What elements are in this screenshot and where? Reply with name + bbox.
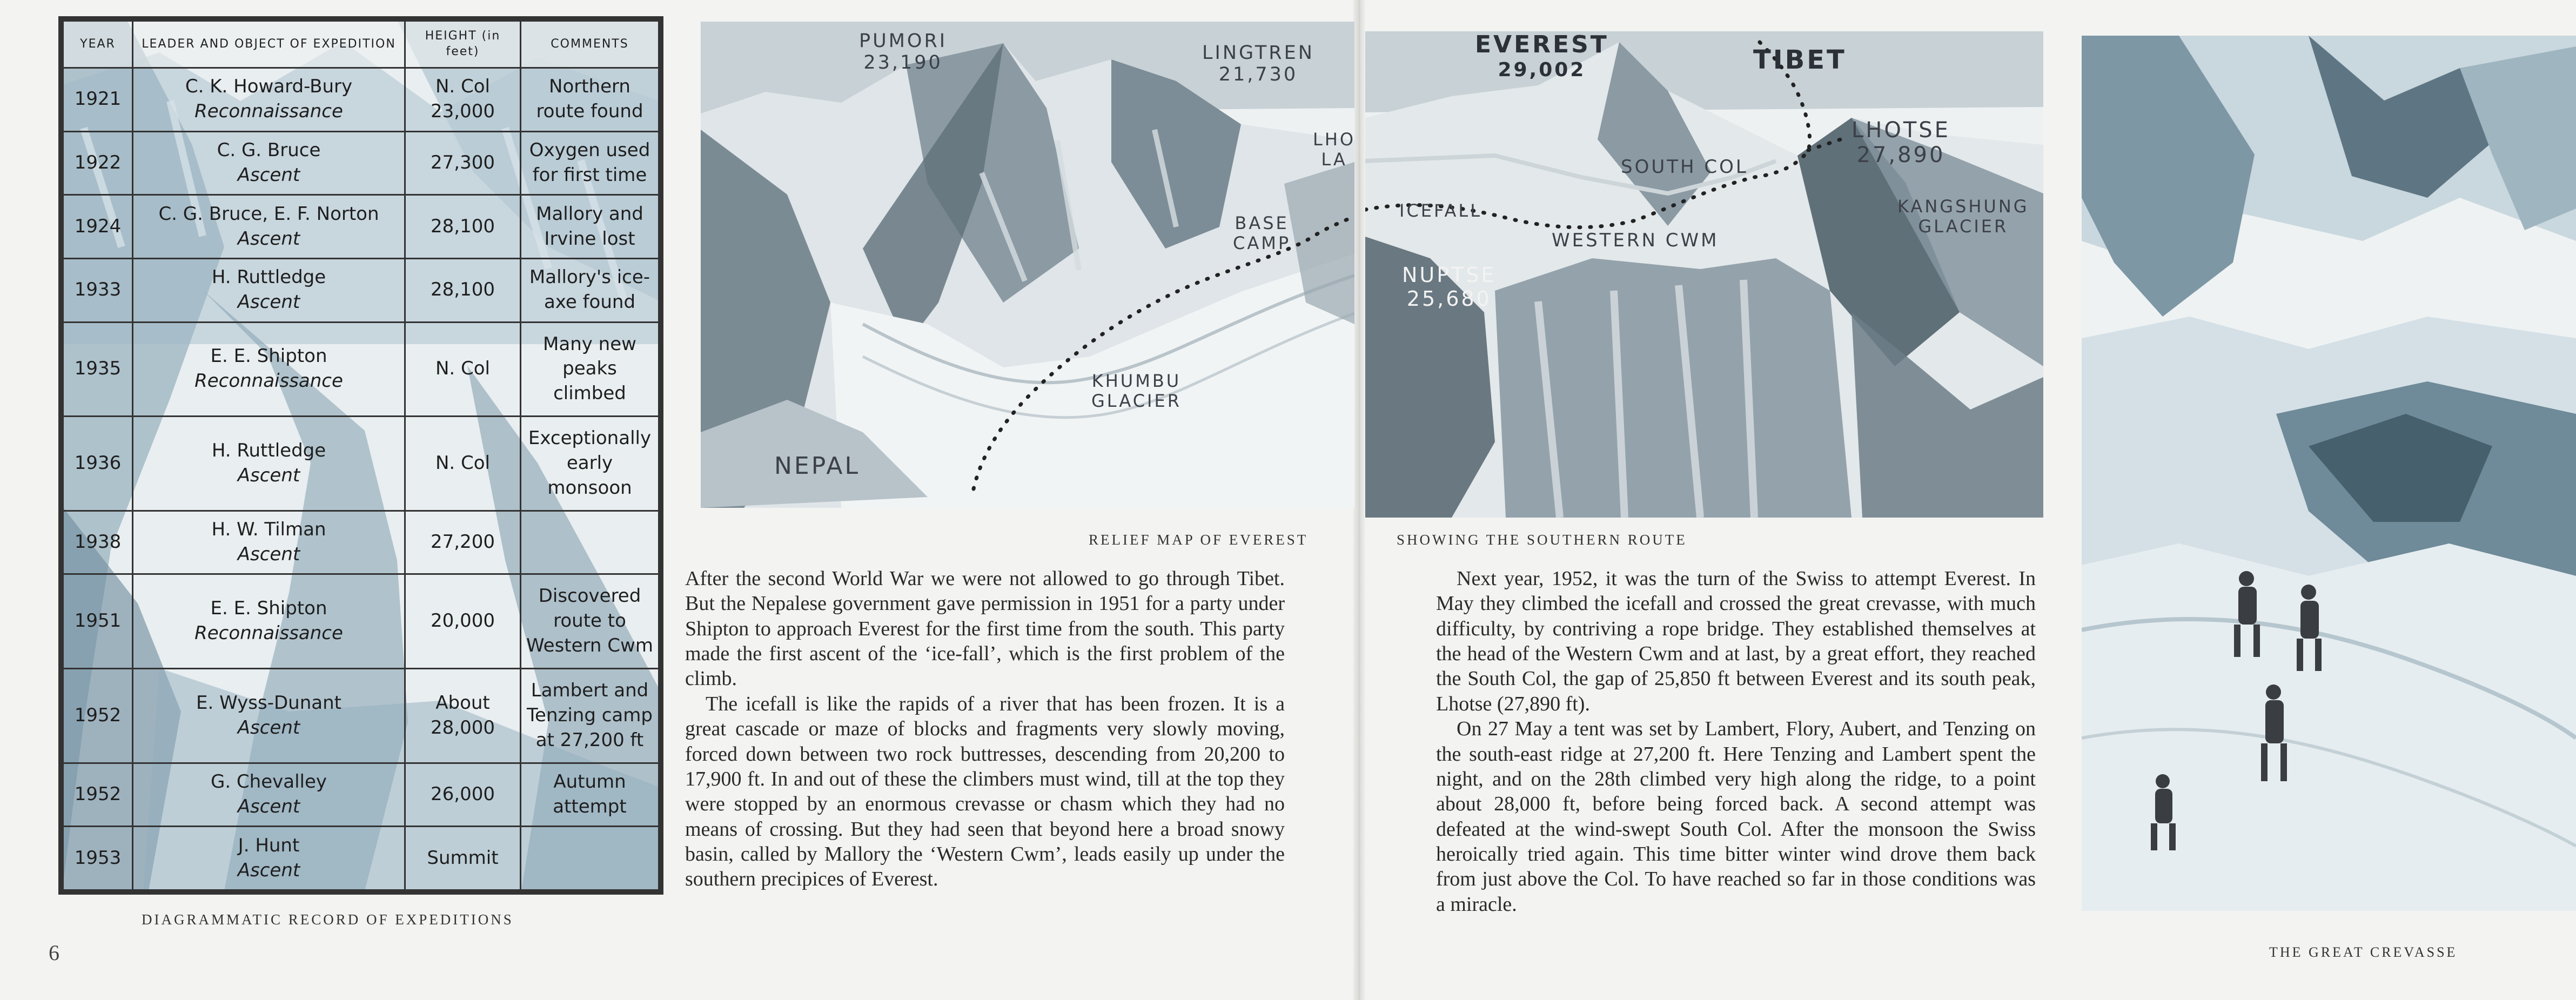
cell-year: 1951 bbox=[63, 574, 133, 669]
cell-comment: Mallory and Irvine lost bbox=[521, 195, 659, 259]
map-label-south-col: SOUTH COL bbox=[1621, 156, 1748, 178]
cell-comment: Autumn attempt bbox=[521, 763, 659, 827]
cell-comment bbox=[521, 827, 659, 890]
cell-leader bbox=[133, 763, 405, 827]
cell-comment: Northern route found bbox=[521, 68, 659, 132]
crevasse-caption: THE GREAT CREVASSE bbox=[2269, 944, 2458, 960]
paragraph: After the second World War we were not allowed to go through Tibet. But the Nepalese government gave permission in 1951 for a party under Shipton to approach Everest for the first time from the south. This party made the first ascent of the ‘ice-fall’, which is the first problem of the climb. bbox=[685, 567, 1285, 690]
cell-leader bbox=[133, 131, 405, 195]
table-row bbox=[63, 827, 659, 890]
expedition-object: Ascent bbox=[237, 464, 300, 486]
map-label-lho-la: LHO LA bbox=[1313, 129, 1356, 170]
cell-leader bbox=[133, 68, 405, 132]
cell-comment: Oxygen used for first time bbox=[521, 131, 659, 195]
map-label-everest: EVEREST 29,002 bbox=[1475, 31, 1609, 81]
cell-year: 1952 bbox=[63, 669, 133, 763]
table-row bbox=[63, 195, 659, 259]
cell-year: 1935 bbox=[63, 322, 133, 417]
cell-comment: Lambert and Tenzing camp at 27,200 ft bbox=[521, 669, 659, 763]
expedition-table bbox=[62, 20, 660, 891]
cell-height: Summit bbox=[405, 827, 521, 890]
table-row bbox=[63, 763, 659, 827]
table-row bbox=[63, 258, 659, 322]
map-label-kangshung-glacier: KANGSHUNG GLACIER bbox=[1897, 196, 2029, 237]
expedition-object: Ascent bbox=[237, 291, 300, 313]
table-row bbox=[63, 574, 659, 669]
cell-year: 1936 bbox=[63, 417, 133, 511]
table-row bbox=[63, 417, 659, 511]
cell-comment: Many new peaks climbed bbox=[521, 322, 659, 417]
leader-name: H. Ruttledge bbox=[211, 266, 326, 288]
header-height: HEIGHT (in feet) bbox=[405, 21, 521, 68]
relief-map-left-illustration bbox=[701, 22, 1354, 508]
map-label-pumori: PUMORI 23,190 bbox=[859, 30, 948, 74]
cell-comment: Discovered route to Western Cwm bbox=[521, 574, 659, 669]
expedition-table-panel bbox=[58, 16, 663, 895]
table-header-row bbox=[63, 21, 659, 68]
header-comments: COMMENTS bbox=[521, 21, 659, 68]
cell-height: 27,300 bbox=[405, 131, 521, 195]
cell-leader bbox=[133, 574, 405, 669]
map-label-lingtren: LINGTREN 21,730 bbox=[1202, 42, 1314, 86]
table-row bbox=[63, 511, 659, 574]
cell-year: 1924 bbox=[63, 195, 133, 259]
leader-name: E. E. Shipton bbox=[210, 598, 327, 620]
map-label-icefall: ICEFALL bbox=[1399, 200, 1482, 221]
leader-name: E. E. Shipton bbox=[210, 345, 327, 367]
expedition-table-caption: DIAGRAMMATIC RECORD OF EXPEDITIONS bbox=[142, 911, 514, 928]
cell-comment bbox=[521, 511, 659, 574]
cell-leader bbox=[133, 511, 405, 574]
leader-name: J. Hunt bbox=[238, 834, 300, 856]
map-label-khumbu-glacier: KHUMBU GLACIER bbox=[1091, 371, 1182, 411]
leader-name: C. G. Bruce bbox=[217, 139, 321, 162]
cell-leader bbox=[133, 827, 405, 890]
paragraph: Next year, 1952, it was the turn of the Swiss to attempt Everest. In May they climbed the icefall and crossed the great crevasse, with much difficulty, by contriving a rope bridge. They established themselves at the head of the Western Cwm and at last, by a great effort, they reached the South Col, the gap of 25,850 ft between Everest and its south peak, Lhotse (27,890 ft). bbox=[1436, 567, 2036, 715]
cell-year: 1922 bbox=[63, 131, 133, 195]
cell-height: N. Col bbox=[405, 417, 521, 511]
cell-height: 26,000 bbox=[405, 763, 521, 827]
map-caption-left: RELIEF MAP OF EVEREST bbox=[1089, 532, 1309, 548]
cell-height: 27,200 bbox=[405, 511, 521, 574]
paragraph: On 27 May a tent was set by Lambert, Flory, Aubert, and Tenzing on the south-east ridge at 27,200 ft. Here Tenzing and Lambert spent the night, and on the 28th climbed very high along the ridge, to a point about 28,000 ft, before being forced back. A second attempt was defeated at the wind-swept South Col. After the monsoon the Swiss heroically tried again. This time bitter winter wind drove them back from just above the Col. To have reached so far in those conditions was a miracle. bbox=[1436, 717, 2036, 916]
right-body-text bbox=[1436, 566, 2036, 917]
expedition-object: Ascent bbox=[237, 164, 300, 186]
cell-height: 28,100 bbox=[405, 195, 521, 259]
leader-name: C. G. Bruce, E. F. Norton bbox=[158, 203, 379, 225]
cell-comment: Exceptionally early monsoon bbox=[521, 417, 659, 511]
map-label-nepal: NEPAL bbox=[774, 452, 861, 480]
leader-name: H. W. Tilman bbox=[211, 519, 326, 541]
leader-name: G. Chevalley bbox=[210, 771, 327, 793]
table-row bbox=[63, 669, 659, 763]
cell-year: 1952 bbox=[63, 763, 133, 827]
expedition-object: Ascent bbox=[237, 859, 300, 881]
cell-height: N. Col 23,000 bbox=[405, 68, 521, 132]
cell-height: N. Col bbox=[405, 322, 521, 417]
cell-leader bbox=[133, 669, 405, 763]
map-label-nuptse: NUPTSE 25,680 bbox=[1402, 263, 1497, 311]
expedition-object: Ascent bbox=[237, 716, 300, 739]
expedition-object: Reconnaissance bbox=[194, 100, 343, 123]
great-crevasse-illustration bbox=[2082, 36, 2576, 911]
map-label-lhotse: LHOTSE 27,890 bbox=[1852, 118, 1950, 167]
cell-leader bbox=[133, 417, 405, 511]
expedition-object: Ascent bbox=[237, 227, 300, 250]
map-label-western-cwm: WESTERN CWM bbox=[1552, 230, 1719, 251]
cell-year: 1933 bbox=[63, 258, 133, 322]
page-number: 6 bbox=[49, 941, 59, 965]
expedition-object: Ascent bbox=[237, 543, 300, 566]
header-leader: LEADER AND OBJECT OF EXPEDITION bbox=[133, 21, 405, 68]
cell-leader bbox=[133, 195, 405, 259]
table-row bbox=[63, 322, 659, 417]
header-year: YEAR bbox=[63, 21, 133, 68]
cell-year: 1938 bbox=[63, 511, 133, 574]
cell-leader bbox=[133, 258, 405, 322]
left-body-text bbox=[685, 566, 1285, 892]
map-caption-right: SHOWING THE SOUTHERN ROUTE bbox=[1397, 532, 1687, 548]
map-label-tibet: TIBET bbox=[1753, 45, 1847, 75]
expedition-object: Ascent bbox=[237, 795, 300, 817]
leader-name: C. K. Howard-Bury bbox=[185, 76, 353, 98]
paragraph: The icefall is like the rapids of a river that has been frozen. It is a great cascade or maze of blocks and fragments very slowly moving, forced down between two rock buttresses, descending from 20,200 to 17,900 ft. In and out of these the climbers must wind, till at the top they were stopped by an enormous crevasse or chasm which they had no means of crossing. But they had seen that beyond here a broad snowy basin, called by Mallory the ‘Western Cwm’, leads easily up under the southern precipices of Everest. bbox=[685, 692, 1285, 891]
expedition-object: Reconnaissance bbox=[194, 370, 343, 392]
table-row bbox=[63, 68, 659, 132]
leader-name: H. Ruttledge bbox=[211, 440, 326, 462]
cell-comment: Mallory's ice-axe found bbox=[521, 258, 659, 322]
map-label-base-camp: BASE CAMP bbox=[1233, 213, 1291, 253]
cell-height: About 28,000 bbox=[405, 669, 521, 763]
cell-height: 28,100 bbox=[405, 258, 521, 322]
table-row bbox=[63, 131, 659, 195]
expedition-object: Reconnaissance bbox=[194, 622, 343, 645]
cell-year: 1953 bbox=[63, 827, 133, 890]
cell-leader bbox=[133, 322, 405, 417]
leader-name: E. Wyss-Dunant bbox=[196, 692, 341, 714]
cell-year: 1921 bbox=[63, 68, 133, 132]
cell-height: 20,000 bbox=[405, 574, 521, 669]
